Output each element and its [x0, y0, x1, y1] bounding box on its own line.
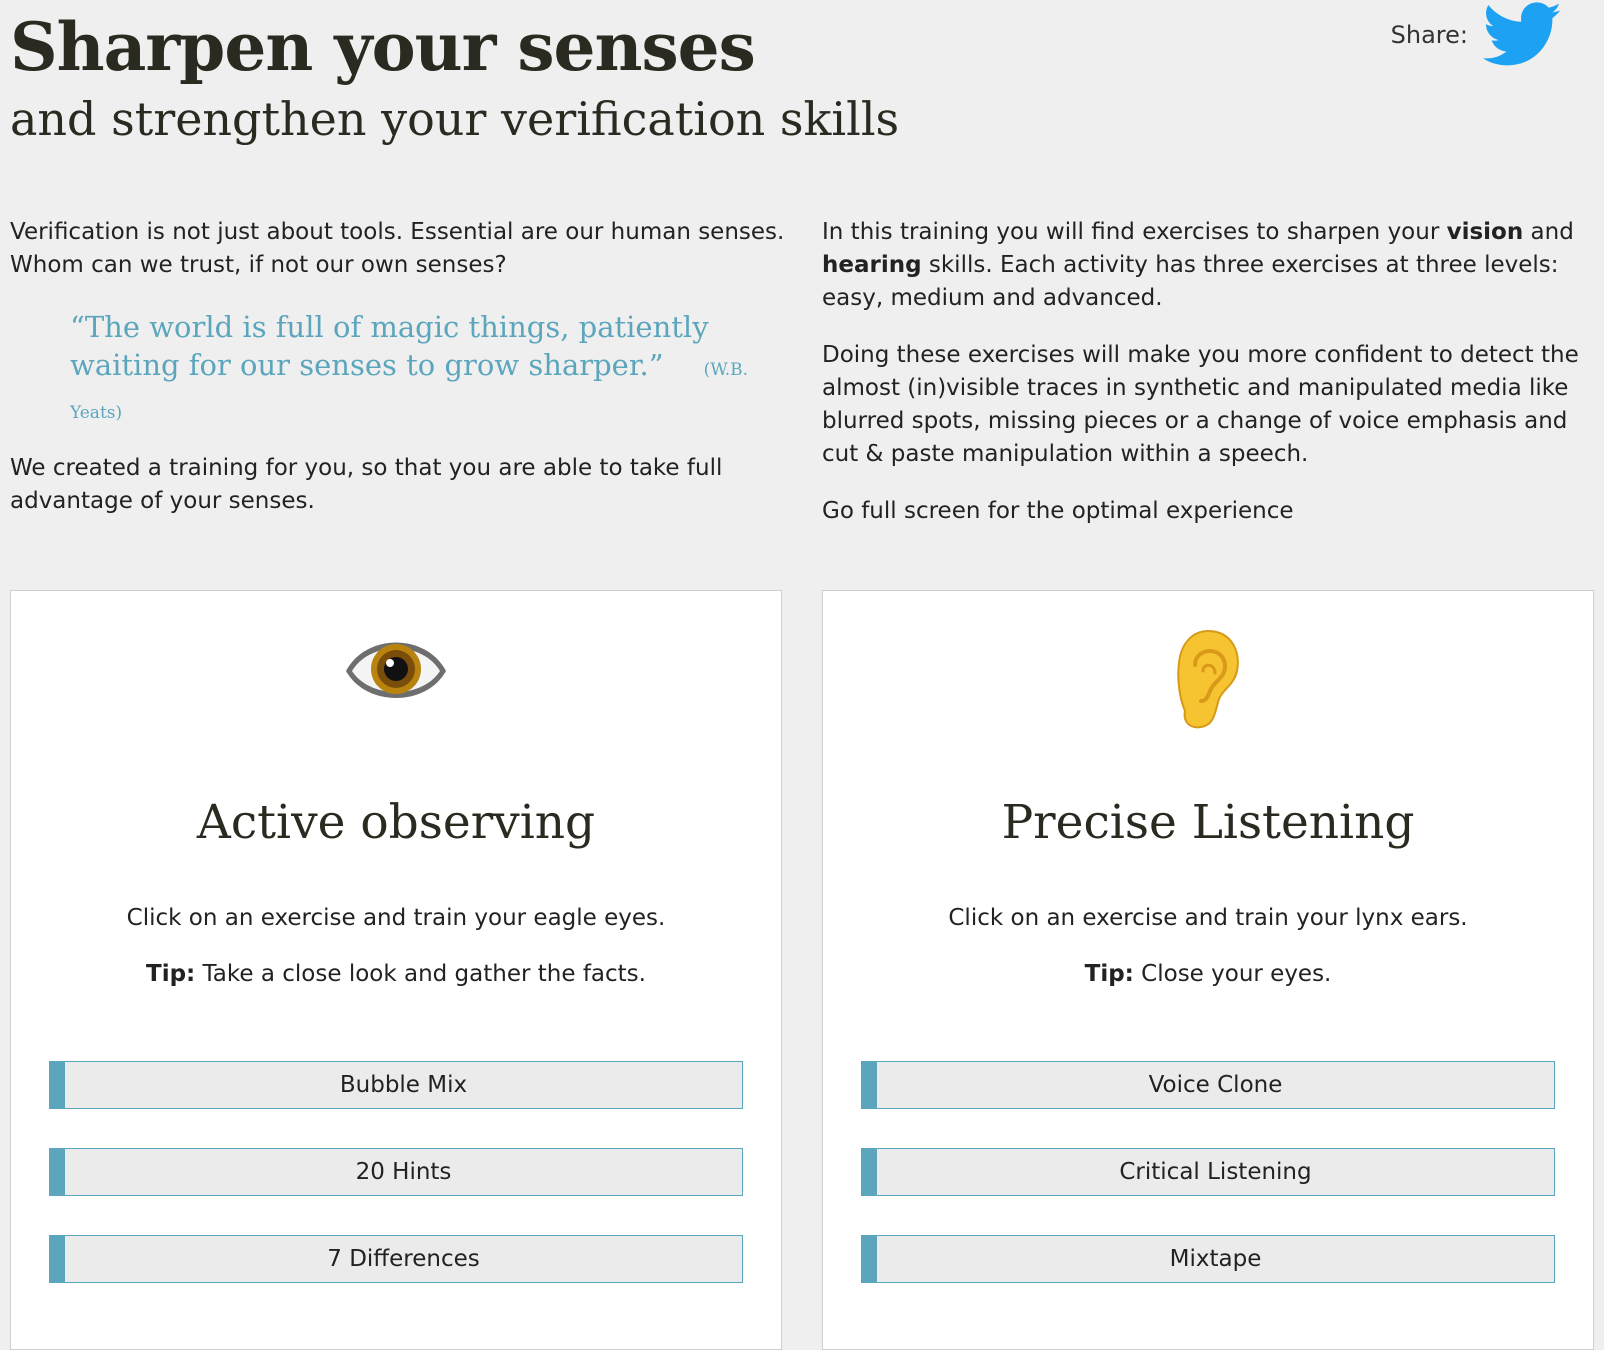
- card-title: Precise Listening: [1001, 795, 1415, 850]
- tip-text: Close your eyes.: [1133, 961, 1332, 987]
- exercise-button-bubble-mix[interactable]: Bubble Mix: [49, 1061, 743, 1109]
- intro-paragraph-2: We created a training for you, so that you are able to take full advantage of your senses.: [10, 455, 723, 514]
- eye-icon: [342, 627, 450, 711]
- card-tip: [11, 961, 781, 987]
- active-observing-card: [10, 590, 782, 1350]
- share-label: Share:: [1390, 21, 1468, 49]
- intro-left-text: [10, 216, 790, 282]
- page-title: Sharpen your senses: [10, 8, 755, 86]
- fullscreen-hint: Go full screen for the optimal experience: [822, 498, 1294, 524]
- page-header: [10, 0, 1604, 170]
- tip-label: Tip:: [1084, 961, 1134, 987]
- ear-icon: [1173, 627, 1243, 731]
- training-desc-start: In this training you will find exercises to sharpen your: [822, 219, 1447, 245]
- quote-block: [70, 308, 760, 432]
- card-description: Click on an exercise and train your eagle eyes.: [126, 905, 666, 931]
- quote-author: (W.B. Yeats): [70, 360, 748, 423]
- tip-label: Tip:: [146, 961, 196, 987]
- intro-left-text-2: [10, 452, 730, 518]
- training-desc-mid: and: [1523, 219, 1574, 245]
- exercise-button-mixtape[interactable]: Mixtape: [861, 1235, 1555, 1283]
- twitter-icon[interactable]: [1482, 2, 1564, 68]
- card-tip: [823, 961, 1593, 987]
- share-section: [1391, 2, 1564, 68]
- card-icon-wrapper: [823, 627, 1593, 731]
- precise-listening-card: [822, 590, 1594, 1350]
- tip-text: Take a close look and gather the facts.: [195, 961, 646, 987]
- intro-right-text: [822, 216, 1597, 552]
- hearing-keyword: hearing: [822, 252, 922, 278]
- benefits-paragraph: Doing these exercises will make you more confident to detect the almost (in)visible traces in synthetic and manipulated media like blurred spots, missing pieces or a change of voice emphasis and cut & paste manipulation within a speech.: [822, 342, 1579, 467]
- quote-text: “The world is full of magic things, patiently waiting for our senses to grow sharper.”: [70, 310, 709, 382]
- intro-paragraph: Verification is not just about tools. Essential are our human senses. Whom can we trust, if not our own senses?: [10, 219, 785, 278]
- exercise-button-critical-listening[interactable]: Critical Listening: [861, 1148, 1555, 1196]
- exercise-button-7-differences[interactable]: 7 Differences: [49, 1235, 743, 1283]
- vision-keyword: vision: [1446, 219, 1524, 245]
- card-title: Active observing: [196, 795, 596, 850]
- exercise-button-voice-clone[interactable]: Voice Clone: [861, 1061, 1555, 1109]
- training-desc-end: skills. Each activity has three exercises at three levels: easy, medium and advanced.: [822, 252, 1559, 311]
- exercise-button-20-hints[interactable]: 20 Hints: [49, 1148, 743, 1196]
- card-description: Click on an exercise and train your lynx ears.: [948, 905, 1468, 931]
- card-icon-wrapper: [11, 627, 781, 711]
- training-description: [822, 216, 1597, 315]
- page-subtitle: and strengthen your verification skills: [10, 92, 900, 146]
